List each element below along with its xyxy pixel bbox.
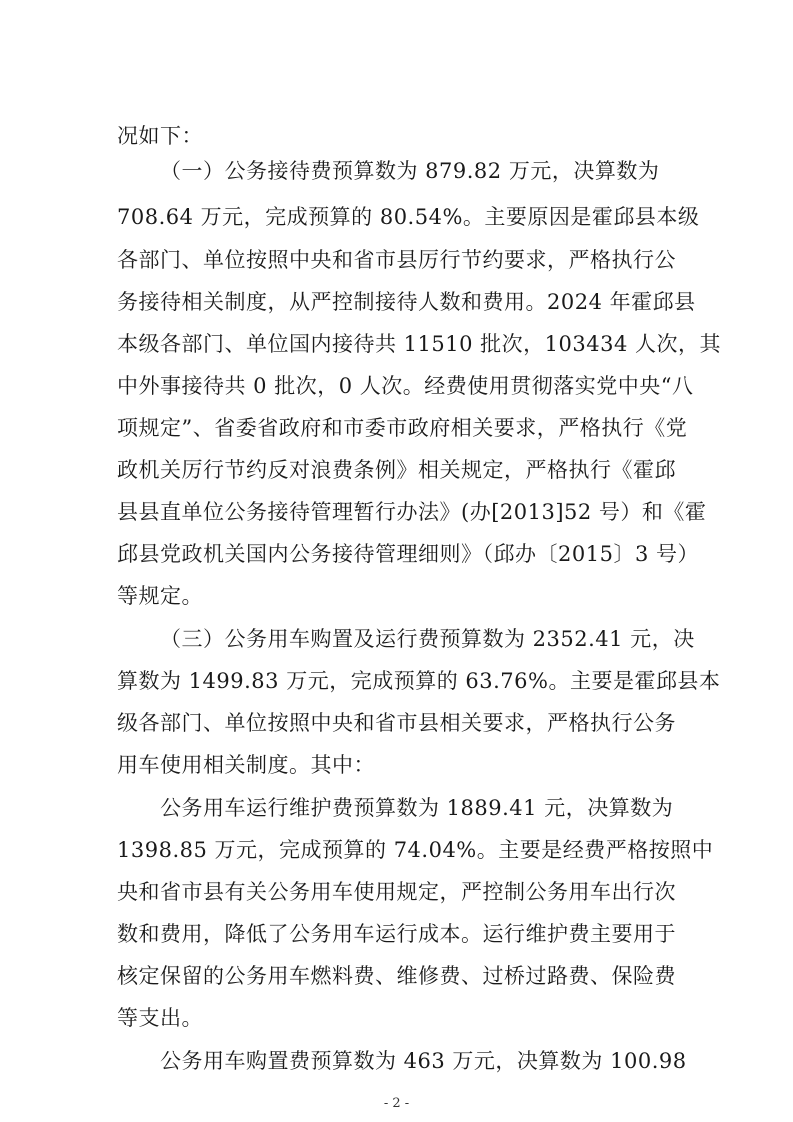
text-line-10: 县县直单位公务接待管理暂行办法》(办[2013]52 号）和《霍: [117, 500, 707, 524]
page-number: - 2 -: [383, 1096, 410, 1111]
text-line-18: 1398.85 万元，完成预算的 74.04%。主要是经费严格按照中: [117, 838, 714, 862]
text-line-21: 核定保留的公务用车燃料费、维修费、过桥过路费、保险费: [117, 964, 676, 988]
text-line-16: 用车使用相关制度。其中：: [117, 753, 375, 777]
text-line-7: 中外事接待共 0 批次，0 人次。经费使用贯彻落实党中央“八: [117, 374, 694, 398]
text-line-1: 况如下：: [117, 124, 203, 148]
text-line-5: 务接待相关制度，从严控制接待人数和费用。2024 年霍邱县: [117, 290, 696, 314]
text-line-9: 政机关厉行节约反对浪费条例》相关规定，严格执行《霍邱: [117, 458, 676, 482]
text-line-23: 公务用车购置费预算数为 463 万元，决算数为 100.98: [160, 1049, 687, 1073]
text-line-14: 算数为 1499.83 万元，完成预算的 63.76%。主要是霍邱县本: [117, 669, 721, 693]
text-line-8: 项规定”、省委省政府和市委市政府相关要求，严格执行《党: [117, 416, 688, 440]
text-line-3: 708.64 万元，完成预算的 80.54%。主要原因是霍邱县本级: [117, 205, 700, 229]
text-line-2: （一）公务接待费预算数为 879.82 万元，决算数为: [160, 159, 660, 183]
text-line-4: 各部门、单位按照中央和省市县厉行节约要求，严格执行公: [117, 248, 676, 272]
text-line-20: 数和费用，降低了公务用车运行成本。运行维护费主要用于: [117, 922, 676, 946]
text-line-12: 等规定。: [117, 584, 203, 608]
text-line-11: 邱县党政机关国内公务接待管理细则》（邱办〔2015〕3 号）: [117, 542, 699, 566]
text-line-19: 央和省市县有关公务用车使用规定，严控制公务用车出行次: [117, 880, 676, 904]
text-line-13: （三）公务用车购置及运行费预算数为 2352.41 元，决: [160, 627, 695, 651]
text-line-15: 级各部门、单位按照中央和省市县相关要求，严格执行公务: [117, 711, 676, 735]
text-line-17: 公务用车运行维护费预算数为 1889.41 元，决算数为: [160, 796, 674, 820]
text-line-22: 等支出。: [117, 1006, 203, 1030]
text-line-6: 本级各部门、单位国内接待共 11510 批次，103434 人次，其: [117, 332, 721, 356]
